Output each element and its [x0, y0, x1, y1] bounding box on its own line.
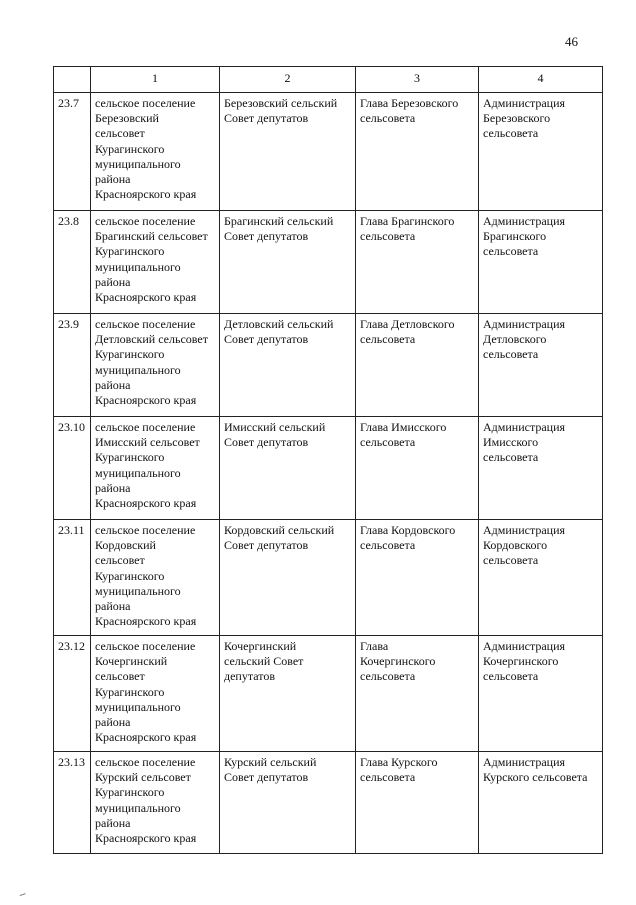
- header-cell-1: 1: [91, 67, 220, 93]
- table-row: [54, 314, 603, 417]
- council-cell: Березовский сельский Совет депутатов: [220, 93, 356, 211]
- table-row: [54, 211, 603, 314]
- council-cell: Курский сельский Совет депутатов: [220, 752, 356, 854]
- council-cell: Кордовский сельский Совет депутатов: [220, 520, 356, 636]
- table-row: [54, 93, 603, 211]
- council-cell: Имисский сельский Совет депутатов: [220, 417, 356, 520]
- settlement-cell: сельское поселение Курский сельсовет Курагинского муниципального района Красноярского края: [91, 752, 220, 854]
- administration-cell: Администрация Кочергинского сельсовета: [479, 636, 603, 752]
- header-cell-num: [54, 67, 91, 93]
- administration-cell: Администрация Брагинского сельсовета: [479, 211, 603, 314]
- head-cell: Глава Детловского сельсовета: [356, 314, 479, 417]
- administration-cell: Администрация Имисского сельсовета: [479, 417, 603, 520]
- settlement-cell: сельское поселение Детловский сельсовет Курагинского муниципального района Красноярского края: [91, 314, 220, 417]
- table-row: [54, 752, 603, 854]
- scan-mark: [20, 893, 27, 898]
- table-row: [54, 520, 603, 636]
- administration-cell: Администрация Кордовского сельсовета: [479, 520, 603, 636]
- head-cell: Глава Курского сельсовета: [356, 752, 479, 854]
- table-row: [54, 636, 603, 752]
- table-row: [54, 417, 603, 520]
- council-cell: Брагинский сельский Совет депутатов: [220, 211, 356, 314]
- header-cell-2: 2: [220, 67, 356, 93]
- header-cell-3: 3: [356, 67, 479, 93]
- row-number: 23.8: [54, 211, 91, 314]
- settlement-cell: сельское поселение Березовский сельсовет Курагинского муниципального района Красноярского края: [91, 93, 220, 211]
- council-cell: Детловский сельский Совет депутатов: [220, 314, 356, 417]
- head-cell: Глава Имисского сельсовета: [356, 417, 479, 520]
- row-number: 23.10: [54, 417, 91, 520]
- administration-cell: Администрация Курского сельсовета: [479, 752, 603, 854]
- row-number: 23.7: [54, 93, 91, 211]
- municipal-bodies-table: [53, 66, 603, 854]
- header-cell-4: 4: [479, 67, 603, 93]
- row-number: 23.12: [54, 636, 91, 752]
- row-number: 23.9: [54, 314, 91, 417]
- settlement-cell: сельское поселение Имисский сельсовет Курагинского муниципального района Красноярского края: [91, 417, 220, 520]
- head-cell: Глава Кордовского сельсовета: [356, 520, 479, 636]
- council-cell: Кочергинский сельский Совет депутатов: [220, 636, 356, 752]
- head-cell: Глава Брагинского сельсовета: [356, 211, 479, 314]
- row-number: 23.11: [54, 520, 91, 636]
- administration-cell: Администрация Березовского сельсовета: [479, 93, 603, 211]
- table-header-row: [54, 67, 603, 93]
- settlement-cell: сельское поселение Кочергинский сельсовет Курагинского муниципального района Красноярского края: [91, 636, 220, 752]
- settlement-cell: сельское поселение Кордовский сельсовет Курагинского муниципального района Красноярского края: [91, 520, 220, 636]
- row-number: 23.13: [54, 752, 91, 854]
- page-number: 46: [565, 34, 578, 49]
- settlement-cell: сельское поселение Брагинский сельсовет Курагинского муниципального района Красноярского края: [91, 211, 220, 314]
- administration-cell: Администрация Детловского сельсовета: [479, 314, 603, 417]
- head-cell: Глава Березовского сельсовета: [356, 93, 479, 211]
- head-cell: Глава Кочергинского сельсовета: [356, 636, 479, 752]
